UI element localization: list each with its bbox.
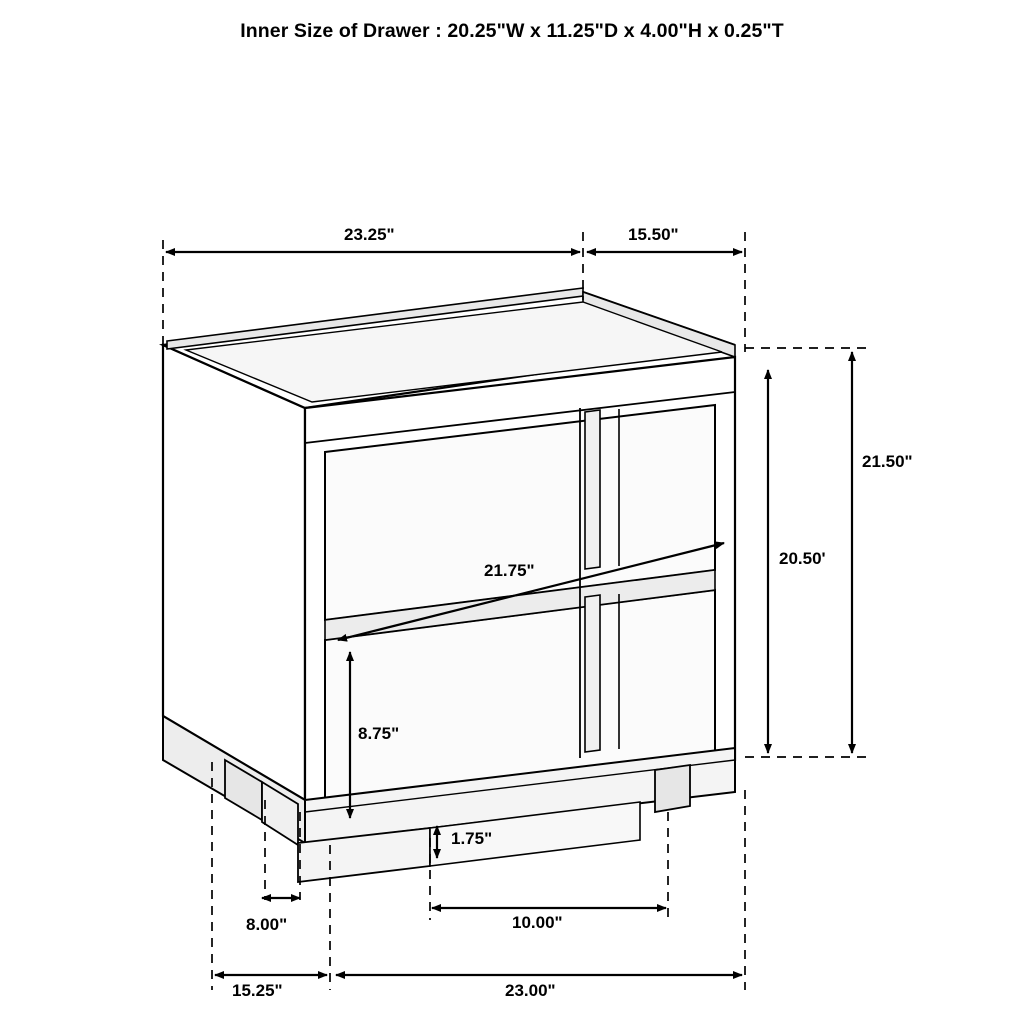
dim-label-drawer-width: 21.75" <box>484 561 535 580</box>
dim-label-foot-width: 8.00" <box>246 915 288 934</box>
dim-label-base-width: 23.00" <box>505 981 556 1000</box>
dim-label-foot-spacing: 10.00" <box>512 913 563 932</box>
dim-label-top-depth-side: 15.50" <box>628 225 679 244</box>
foot-right <box>655 765 690 812</box>
lower-drawer-pull <box>585 595 600 752</box>
page-title: Inner Size of Drawer : 20.25"W x 11.25"D x 4.00"H x 0.25"T <box>240 20 784 42</box>
dim-label-drawer-stack-height: 8.75" <box>358 724 400 743</box>
cabinet-body <box>163 288 735 882</box>
upper-drawer-pull <box>585 410 600 569</box>
dim-label-plinth-height: 1.75" <box>451 829 493 848</box>
dim-label-top-width-front: 23.25" <box>344 225 395 244</box>
dim-label-cabinet-height: 20.50' <box>779 549 826 568</box>
dim-label-base-depth: 15.25" <box>232 981 283 1000</box>
dim-label-overall-height: 21.50" <box>862 452 913 471</box>
